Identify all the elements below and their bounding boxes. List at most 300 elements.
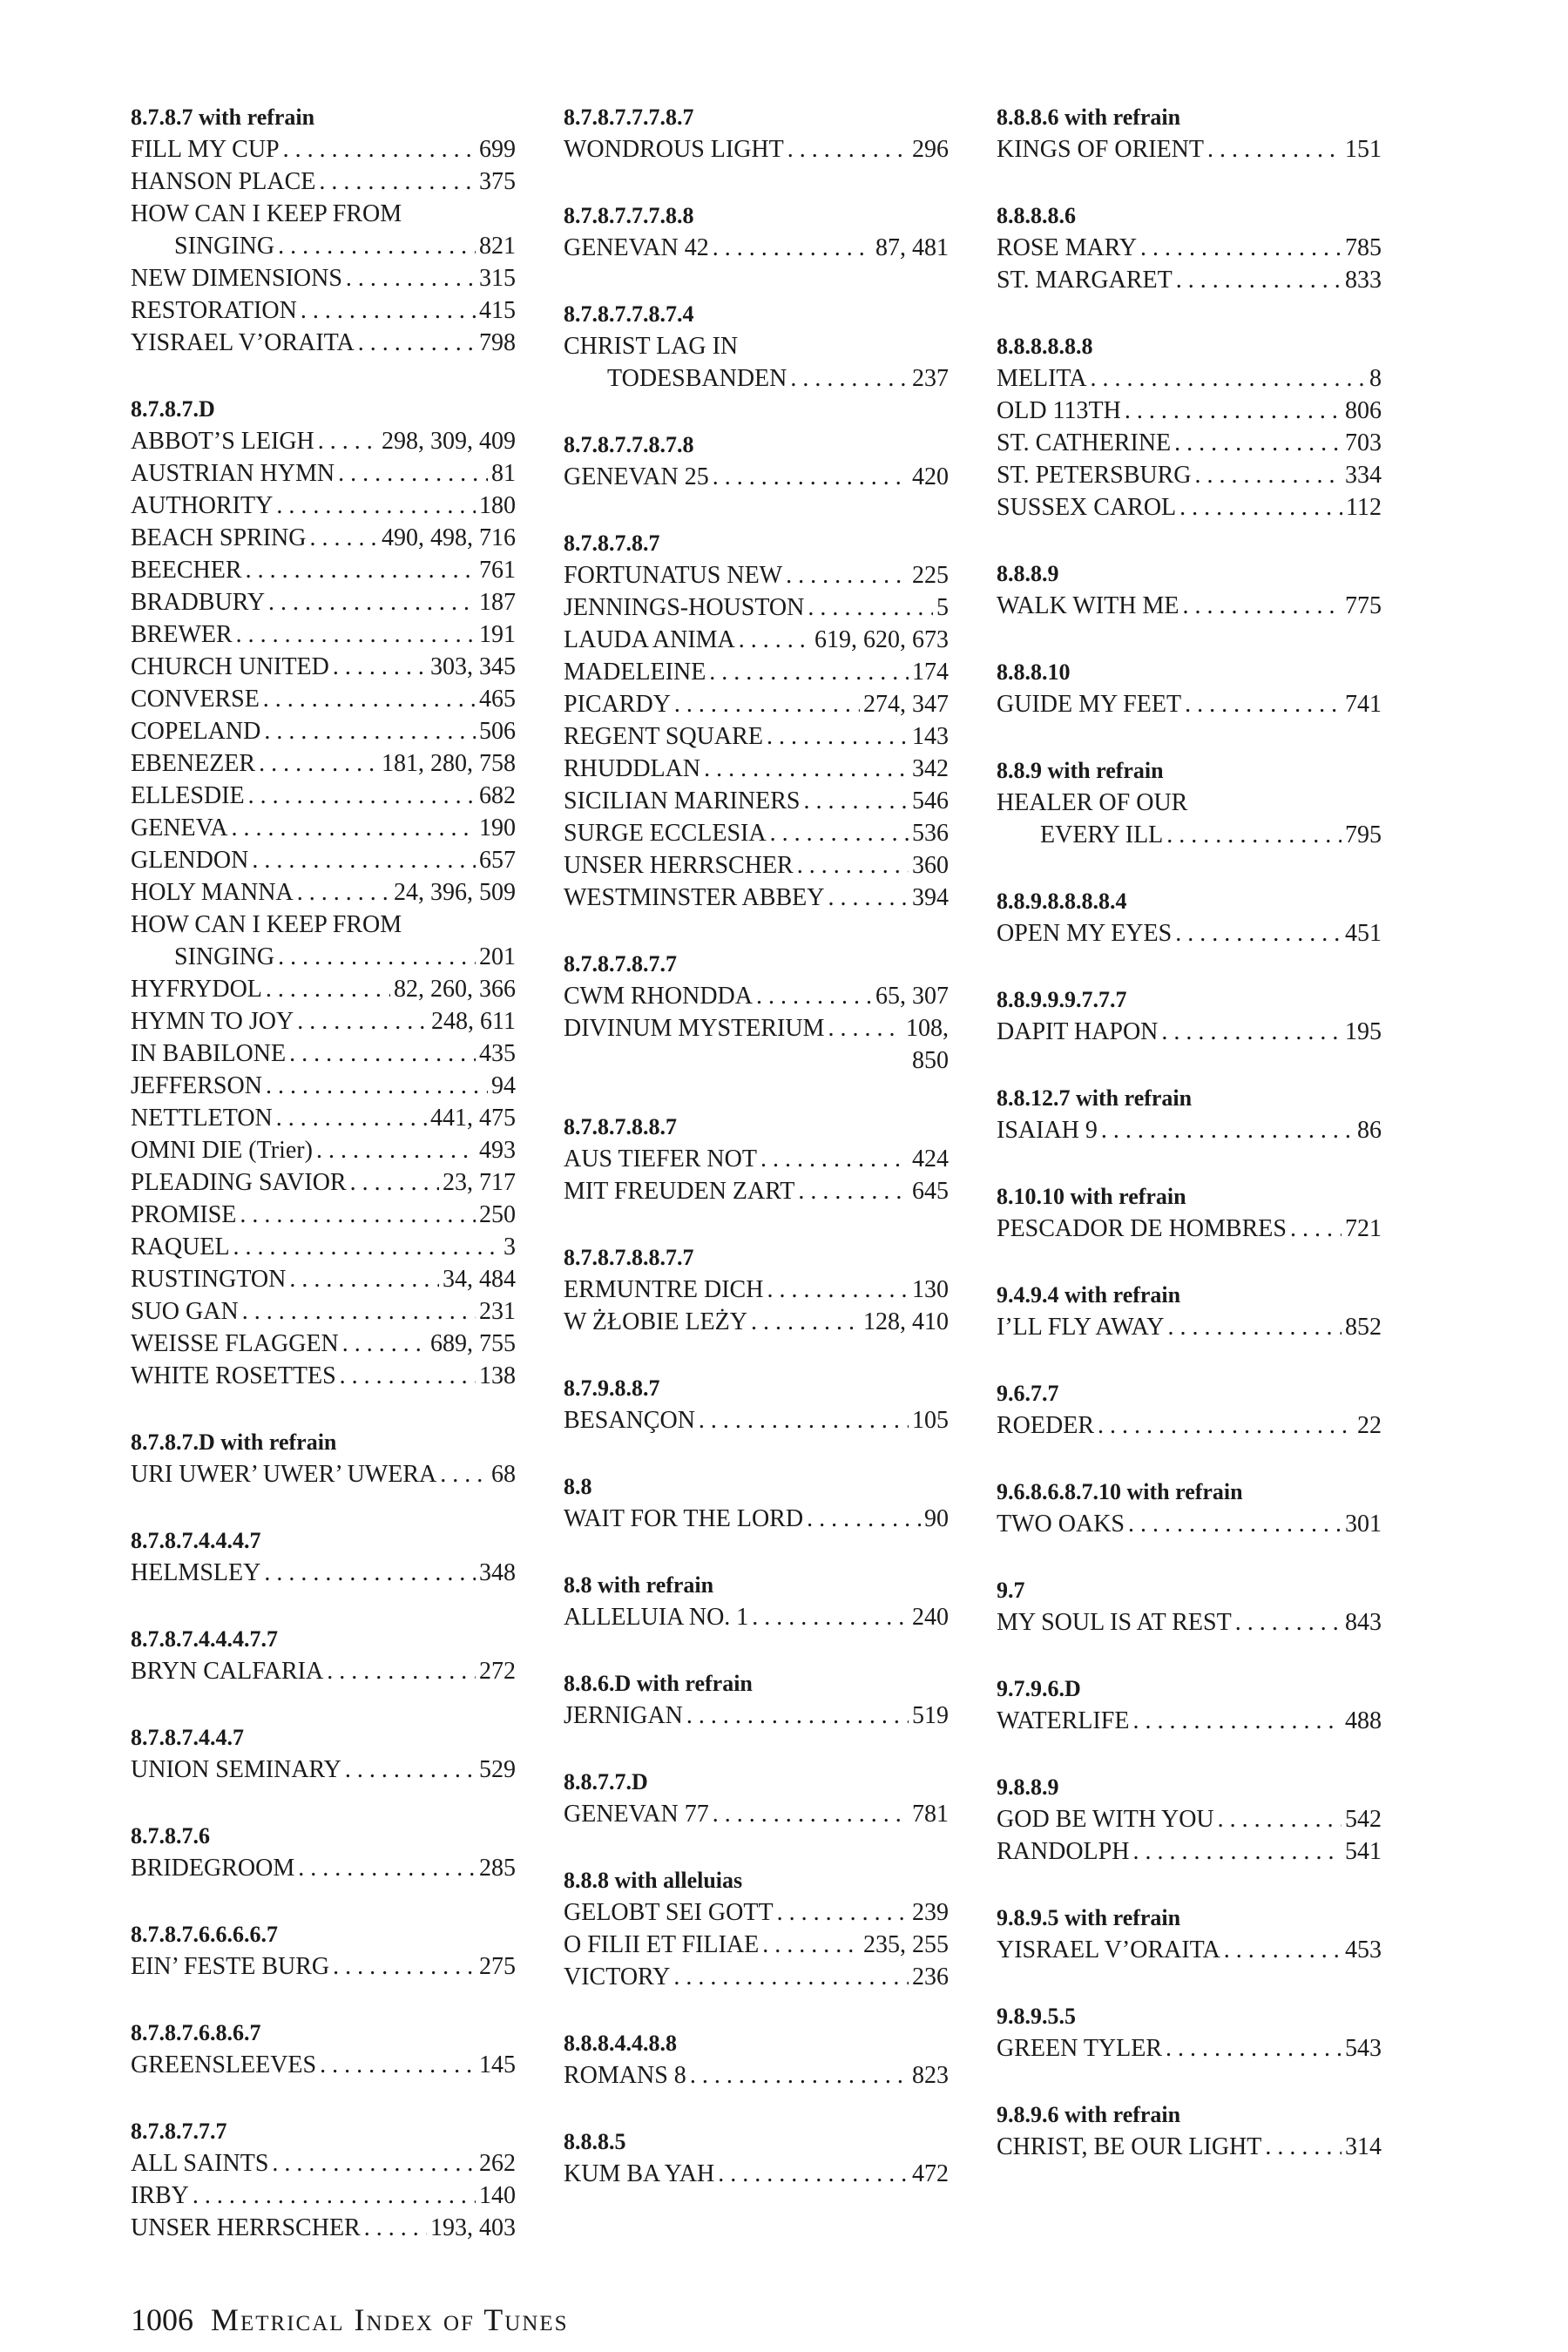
tune-name: WHITE ROSETTES [131, 1362, 336, 1389]
tune-name: BREWER [131, 621, 233, 648]
tune-name: RESTORATION [131, 297, 297, 324]
page-number: 1006 [131, 2302, 193, 2337]
meter-section [131, 1820, 516, 1884]
dot-leader [1101, 1114, 1354, 1146]
dot-leader [297, 876, 390, 909]
meter-section [997, 1673, 1382, 1737]
meter-section [997, 2099, 1382, 2163]
dot-leader [1175, 917, 1342, 950]
hymn-number: 536 [912, 820, 949, 847]
tune-entry [564, 785, 949, 817]
tune-entry [131, 1263, 516, 1295]
dot-leader [1176, 264, 1342, 296]
meter-section [564, 298, 949, 395]
tune-name: ALLELUIA NO. 1 [564, 1604, 749, 1631]
meter-heading: 9.8.8.9 [997, 1774, 1059, 1800]
tune-name: CHRIST, BE OUR LIGHT [997, 2133, 1262, 2160]
hymn-number: 424 [912, 1146, 949, 1173]
dot-leader [345, 1754, 476, 1786]
meter-section [564, 1766, 949, 1830]
meter-heading: 8.8.8.10 [997, 659, 1071, 685]
tune-entry [131, 1070, 516, 1102]
meter-heading: 8.7.8.7.8.7.7 [564, 951, 677, 977]
hymn-number: 8 [1369, 365, 1382, 392]
tune-name: OMNI DIE (Trier) [131, 1137, 313, 1164]
dot-leader [756, 980, 872, 1012]
dot-leader [298, 1852, 476, 1884]
dot-leader [752, 1601, 909, 1633]
tune-entry [564, 330, 949, 395]
tune-entry [131, 1231, 516, 1263]
tune-entry [564, 688, 949, 720]
tune-name: JEFFERSON [131, 1072, 262, 1099]
hymn-number: 239 [912, 1899, 949, 1926]
hymn-number: 472 [912, 2160, 949, 2187]
tune-name: PLEADING SAVIOR [131, 1169, 347, 1196]
tune-name: RUSTINGTON [131, 1266, 287, 1293]
hymn-number: 546 [912, 787, 949, 814]
hymn-number: 420 [912, 463, 949, 490]
tune-name: GENEVA [131, 814, 228, 841]
dot-leader [259, 747, 378, 780]
meter-section [564, 1241, 949, 1338]
index-column-2 [564, 101, 949, 2224]
hymn-number: 795 [1345, 821, 1382, 848]
hymn-number: 488 [1345, 1707, 1382, 1734]
meter-section [997, 1902, 1382, 1966]
meter-heading: 8.8.6.D with refrain [564, 1671, 753, 1696]
tune-name: OLD 113TH [997, 397, 1121, 424]
tune-name: VICTORY [564, 1963, 671, 1990]
tune-entry [131, 166, 516, 198]
hymn-number: 435 [479, 1040, 516, 1067]
hymn-number: 360 [912, 852, 949, 879]
hymn-number: 542 [1345, 1806, 1382, 1833]
hymn-number: 348 [479, 1559, 516, 1586]
hymn-number: 195 [1345, 1018, 1382, 1045]
tune-entry [131, 1328, 516, 1360]
dot-leader [808, 591, 933, 624]
dot-leader [236, 618, 476, 651]
tune-name: URI UWER’ UWER’ UWERA [131, 1461, 437, 1488]
tune-entry [131, 1166, 516, 1199]
meter-heading: 8.8.8.8.6 [997, 203, 1076, 228]
hymn-number: 3 [504, 1233, 516, 1260]
tune-entry [564, 1175, 949, 1207]
meter-heading: 8.7.8.7.7.7.8.7 [564, 105, 694, 130]
tune-entry [564, 1798, 949, 1830]
hymn-number: 657 [479, 847, 516, 874]
dot-leader [786, 559, 909, 591]
dot-leader [1195, 459, 1342, 491]
tune-entry [131, 1295, 516, 1328]
tune-entry [131, 198, 516, 262]
hymn-number: 272 [479, 1658, 516, 1685]
tune-name: ELLESDIE [131, 782, 245, 809]
tune-name: AUSTRIAN HYMN [131, 460, 335, 487]
tune-name: RHUDDLAN [564, 755, 701, 782]
dot-leader [699, 1404, 909, 1436]
tune-name: JENNINGS-HOUSTON [564, 594, 805, 621]
dot-leader [272, 2147, 476, 2180]
tune-entry [564, 232, 949, 264]
hymn-number: 775 [1345, 592, 1382, 619]
meter-section [997, 199, 1382, 296]
hymn-number: 181, 280, 758 [382, 750, 516, 777]
running-title: Metrical Index of Tunes [211, 2302, 569, 2337]
tune-entry [131, 2212, 516, 2244]
tune-name: DAPIT HAPON [997, 1018, 1159, 1045]
tune-entry [131, 780, 516, 812]
tune-name: YISRAEL V’ORAITA [997, 1936, 1220, 1963]
dot-leader [1132, 1835, 1342, 1868]
hymn-number: 23, 717 [443, 1169, 516, 1196]
meter-heading: 8.7.8.7.6.6.6.6.7 [131, 1922, 278, 1947]
dot-leader [709, 656, 909, 688]
tune-name-continued: SINGING [174, 233, 275, 260]
meter-section [564, 527, 949, 914]
hymn-number: 237 [912, 365, 949, 392]
dot-leader [713, 232, 872, 264]
meter-heading: 8.7.8.7.4.4.4.7.7 [131, 1626, 278, 1652]
dot-leader [242, 1295, 476, 1328]
hymn-number: 65, 307 [875, 983, 949, 1010]
hymn-number-continued: 850 [912, 1047, 949, 1074]
tune-name: HELMSLEY [131, 1559, 261, 1586]
meter-heading: 9.7 [997, 1578, 1025, 1603]
tune-name: ST. MARGARET [997, 267, 1173, 294]
tune-entry [997, 1934, 1382, 1966]
tune-name: SICILIAN MARINERS [564, 787, 801, 814]
tune-entry [564, 656, 949, 688]
tune-entry [131, 1852, 516, 1884]
tune-entry [131, 1037, 516, 1070]
tune-name: CWM RHONDDA [564, 983, 753, 1010]
tune-entry [131, 876, 516, 909]
tune-entry [131, 1360, 516, 1392]
tune-name: ERMUNTRE DICH [564, 1276, 764, 1303]
dot-leader [704, 753, 909, 785]
hymn-number: 301 [1345, 1511, 1382, 1538]
meter-heading: 8.7.8.7.4.4.4.7 [131, 1528, 261, 1553]
tune-name-continued: SINGING [174, 943, 275, 970]
meter-heading: 8.8.8 with alleluias [564, 1868, 743, 1893]
dot-leader [278, 941, 476, 973]
tune-entry [997, 2131, 1382, 2163]
hymn-number: 174 [912, 659, 949, 686]
tune-name: FORTUNATUS NEW [564, 562, 783, 589]
tune-entry [997, 491, 1382, 524]
dot-leader [828, 882, 909, 914]
tune-name: HYMN TO JOY [131, 1008, 294, 1035]
tune-name: ABBOT’S LEIGH [131, 428, 314, 455]
hymn-number: 490, 498, 716 [382, 524, 516, 551]
tune-name: W ŻŁOBIE LEŻY [564, 1308, 747, 1335]
dot-leader [1235, 1606, 1342, 1639]
tune-entry [131, 554, 516, 586]
meter-section [997, 330, 1382, 524]
hymn-number: 721 [1345, 1215, 1382, 1242]
tune-name: DIVINUM MYSTERIUM [564, 1015, 825, 1042]
hymn-number: 34, 484 [443, 1266, 516, 1293]
meter-heading: 9.6.8.6.8.7.10 with refrain [997, 1479, 1243, 1504]
tune-name-continued: EVERY ILL [1040, 821, 1164, 848]
hymn-number: 94 [491, 1072, 516, 1099]
hymn-number: 130 [912, 1276, 949, 1303]
hymn-number: 703 [1345, 429, 1382, 456]
dot-leader [1140, 232, 1342, 264]
meter-heading: 8.8.8.9 [997, 561, 1059, 586]
dot-leader [803, 785, 909, 817]
dot-leader [1182, 590, 1342, 622]
hymn-number: 180 [479, 492, 516, 519]
hymn-number: 415 [479, 297, 516, 324]
dot-leader [333, 1950, 476, 1983]
tune-name: NETTLETON [131, 1105, 273, 1132]
tune-name: UNSER HERRSCHER [131, 2214, 361, 2241]
tune-name: KUM BA YAH [564, 2160, 715, 2187]
dot-leader [248, 780, 476, 812]
dot-leader [1218, 1803, 1342, 1835]
hymn-number: 235, 255 [863, 1931, 949, 1958]
hymn-number: 506 [479, 718, 516, 745]
meter-heading: 8.7.8.7.7.8.7.8 [564, 432, 694, 457]
meter-section [131, 1721, 516, 1786]
hymn-number: 275 [479, 1953, 516, 1980]
dot-leader [263, 683, 476, 715]
tune-name: BRADBURY [131, 589, 266, 616]
tune-name: TWO OAKS [997, 1511, 1125, 1538]
dot-leader [266, 973, 390, 1005]
hymn-number: 24, 396, 509 [394, 879, 516, 906]
tune-entry [564, 624, 949, 656]
tune-entry [564, 1700, 949, 1732]
tune-name: RANDOLPH [997, 1838, 1130, 1865]
tune-entry [131, 909, 516, 973]
tune-entry [997, 232, 1382, 264]
tune-entry [997, 688, 1382, 720]
meter-section [997, 1574, 1382, 1639]
tune-name: MY SOUL IS AT REST [997, 1609, 1232, 1636]
tune-name: UNSER HERRSCHER [564, 852, 794, 879]
dot-leader [777, 1896, 909, 1929]
hymn-number: 298, 309, 409 [382, 428, 516, 455]
dot-leader [1168, 1311, 1342, 1343]
hymn-number: 231 [479, 1298, 516, 1325]
hymn-number: 190 [479, 814, 516, 841]
tune-entry [564, 882, 949, 914]
meter-heading: 8.7.8.7.7.7 [131, 2119, 227, 2144]
hymn-number: 22 [1357, 1412, 1382, 1439]
meter-section [131, 1524, 516, 1589]
meter-heading: 8.7.9.8.8.7 [564, 1375, 660, 1401]
dot-leader [1091, 362, 1366, 395]
meter-heading: 8.8 with refrain [564, 1572, 714, 1598]
tune-name: LAUDA ANIMA [564, 626, 735, 653]
hymn-number: 798 [479, 329, 516, 356]
hymn-number: 151 [1345, 136, 1382, 163]
tune-name: JERNIGAN [564, 1702, 683, 1729]
dot-leader [767, 1274, 909, 1306]
meter-section [131, 101, 516, 359]
tune-entry [997, 1705, 1382, 1737]
tune-name: CHURCH UNITED [131, 653, 329, 680]
tune-entry [997, 362, 1382, 395]
tune-entry [997, 917, 1382, 950]
meter-section [564, 101, 949, 166]
dot-leader [246, 554, 476, 586]
meter-heading: 8.7.8.7.D [131, 396, 215, 422]
tune-entry [564, 1961, 949, 1993]
tune-name: YISRAEL V’ORAITA [131, 329, 355, 356]
dot-leader [1290, 1213, 1342, 1245]
dot-leader [289, 1037, 476, 1070]
dot-leader [240, 1199, 476, 1231]
tune-entry [564, 1503, 949, 1535]
dot-leader [333, 651, 427, 683]
tune-entry [131, 425, 516, 457]
hymn-number: 105 [912, 1407, 949, 1434]
tune-entry [131, 844, 516, 876]
meter-heading: 8.7.8.7.D with refrain [131, 1429, 337, 1455]
tune-name: ROEDER [997, 1412, 1094, 1439]
tune-name: ROSE MARY [997, 234, 1138, 261]
tune-entry [564, 1404, 949, 1436]
tune-entry [564, 980, 949, 1012]
dot-leader [762, 1929, 860, 1961]
dot-leader [739, 624, 811, 656]
dot-leader [798, 1175, 909, 1207]
hymn-number: 699 [479, 136, 516, 163]
tune-name: GENEVAN 42 [564, 234, 709, 261]
tune-name: I’LL FLY AWAY [997, 1314, 1165, 1341]
hymn-number: 128, 410 [863, 1308, 949, 1335]
meter-section [997, 558, 1382, 622]
hymn-number: 285 [479, 1855, 516, 1882]
meter-section [564, 1667, 949, 1732]
dot-leader [1132, 1705, 1342, 1737]
meter-section [564, 199, 949, 264]
tune-entry [997, 264, 1382, 296]
tune-entry [131, 618, 516, 651]
tune-entry [997, 1803, 1382, 1835]
hymn-number: 81 [491, 460, 516, 487]
dot-leader [268, 586, 476, 618]
tune-name: CHRIST LAG IN [564, 333, 739, 360]
tune-entry [131, 490, 516, 522]
tune-name: HOW CAN I KEEP FROM [131, 911, 402, 938]
hymn-number: 833 [1345, 267, 1382, 294]
tune-name: HEALER OF OUR [997, 789, 1188, 816]
tune-entry [131, 1134, 516, 1166]
dot-leader [767, 720, 909, 753]
tune-name-continued: TODESBANDEN [607, 365, 787, 392]
hymn-number: 112 [1346, 494, 1382, 521]
meter-section [564, 1372, 949, 1436]
tune-name: HOLY MANNA [131, 879, 294, 906]
tune-entry [997, 1508, 1382, 1540]
meter-heading: 8.7.8.7.7.8.7.4 [564, 301, 694, 327]
dot-leader [751, 1306, 860, 1338]
tune-name: AUTHORITY [131, 492, 274, 519]
hymn-number: 451 [1345, 920, 1382, 947]
tune-name: BRIDEGROOM [131, 1855, 295, 1882]
meter-section [131, 393, 516, 1392]
hymn-number: 334 [1345, 462, 1382, 489]
dot-leader [264, 1557, 476, 1589]
tune-name: GOD BE WITH YOU [997, 1806, 1214, 1833]
dot-leader [276, 1102, 427, 1134]
hymn-number: 236 [912, 1963, 949, 1990]
dot-leader [1128, 1508, 1342, 1540]
dot-leader [686, 1700, 909, 1732]
tune-name: CONVERSE [131, 686, 260, 713]
meter-heading: 8.7.8.7.8.8.7.7 [564, 1245, 694, 1270]
hymn-number: 394 [912, 884, 949, 911]
dot-leader [797, 849, 909, 882]
meter-heading: 8.8.8.5 [564, 2129, 626, 2154]
dot-leader [718, 2158, 909, 2190]
tune-entry [564, 591, 949, 624]
tune-entry [564, 461, 949, 493]
tune-entry [131, 327, 516, 359]
dot-leader [690, 2059, 909, 2092]
tune-name: SURGE ECCLESIA [564, 820, 767, 847]
dot-leader [252, 844, 476, 876]
tune-entry [131, 1102, 516, 1134]
hymn-number: 761 [479, 557, 516, 584]
tune-name: SUSSEX CAROL [997, 494, 1177, 521]
tune-entry [131, 2147, 516, 2180]
tune-entry [997, 590, 1382, 622]
dot-leader [1161, 1016, 1342, 1048]
tune-name: MIT FREUDEN ZART [564, 1178, 795, 1205]
meter-section [997, 754, 1382, 851]
tune-name: PICARDY [564, 691, 671, 718]
tune-name: REGENT SQUARE [564, 723, 763, 750]
meter-section [131, 1426, 516, 1490]
hymn-number: 303, 345 [430, 653, 516, 680]
dot-leader [289, 1263, 439, 1295]
hymn-number: 529 [479, 1756, 516, 1783]
meter-heading: 9.8.9.6 with refrain [997, 2102, 1181, 2127]
tune-entry [564, 720, 949, 753]
dot-leader [787, 133, 909, 166]
meter-heading: 8.8.9 with refrain [997, 758, 1164, 783]
tune-entry [131, 1754, 516, 1786]
tune-entry [564, 1012, 949, 1077]
tune-name: EBENEZER [131, 750, 256, 777]
dot-leader [1179, 491, 1342, 524]
meter-section [997, 1476, 1382, 1540]
tune-entry [131, 262, 516, 294]
dot-leader [1166, 819, 1342, 851]
meter-heading: 8.7.8.7.8.7 [564, 531, 660, 556]
dot-leader [231, 812, 476, 844]
dot-leader [266, 1070, 488, 1102]
tune-name: FILL MY CUP [131, 136, 280, 163]
hymn-number: 140 [479, 2182, 516, 2209]
hymn-number: 689, 755 [430, 1330, 516, 1357]
tune-name: EIN’ FESTE BURG [131, 1953, 330, 1980]
tune-name: GLENDON [131, 847, 249, 874]
tune-entry [997, 787, 1382, 851]
dot-leader [713, 1798, 909, 1830]
tune-entry [131, 1557, 516, 1589]
hymn-number: 5 [936, 594, 949, 621]
dot-leader [828, 1012, 902, 1044]
tune-entry [564, 1896, 949, 1929]
